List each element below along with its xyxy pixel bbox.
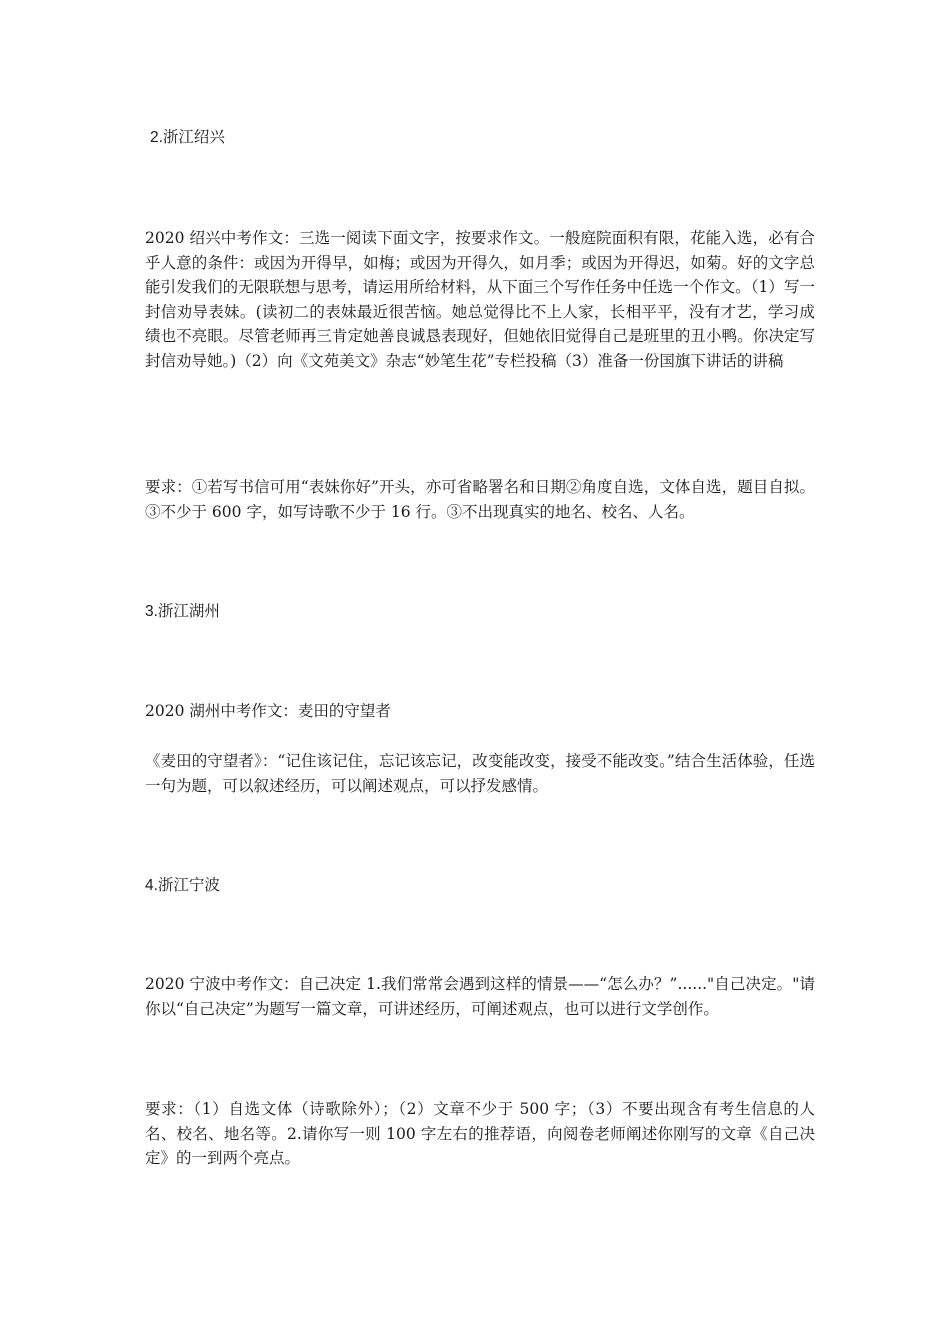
paragraph-huzhou-title: 2020 湖州中考作文：麦田的守望者: [145, 702, 391, 720]
section-heading-ningbo: 4.浙江宁波: [145, 877, 220, 894]
section-heading-shaoxing: 2.浙江绍兴: [150, 129, 225, 146]
paragraph-ningbo-requirements: 要求：（1）自选文体（诗歌除外）；（2）文章不少于 500 字；（3）不要出现含有考生信息的人名、校名、地名等。2.请你写一则 100 字左右的推荐语，向阅卷老师阐述你刚写的文章《自己决定》的一到两个亮点。: [145, 1100, 815, 1167]
paragraph-ningbo-prompt: 2020 宁波中考作文：自己决定 1.我们常常会遇到这样的情景——“怎么办？”......"自己决定。"请你以“自己决定”为题写一篇文章，可讲述经历，可阐述观点，也可以进行文学创作。: [145, 975, 815, 1018]
paragraph-shaoxing-requirements: 要求：①若写书信可用“表妹你好”开头，亦可省略署名和日期②角度自选，文体自选，题目自拟。③不少于 600 字，如写诗歌不少于 16 行。③不出现真实的地名、校名、人名。: [145, 478, 815, 521]
paragraph-shaoxing-prompt: 2020 绍兴中考作文：三选一阅读下面文字，按要求作文。一般庭院面积有限，花能入选，必有合乎人意的条件：或因为开得早，如梅；或因为开得久，如月季；或因为开得迟，如菊。好的文字总能引发我们的无限联想与思考，请运用所给材料，从下面三个写作任务中任选一个作文。（1）写一封信劝导表妹。(读初二的表妹最近很苦恼。她总觉得比不上人家，长相平平，没有才艺，学习成绩也不亮眼。尽管老师再三肯定她善良诚恳表现好，但她依旧觉得自己是班里的丑小鸭。你决定写封信劝导她。)（2）向《文苑美文》杂志“妙笔生花”专栏投稿（3）准备一份国旗下讲话的讲稿: [145, 229, 815, 370]
paragraph-huzhou-prompt: 《麦田的守望者》：“记住该记住，忘记该忘记，改变能改变，接受不能改变。”结合生活体验，任选一句为题，可以叙述经历，可以阐述观点，可以抒发感情。: [145, 752, 815, 795]
section-heading-huzhou: 3.浙江湖州: [145, 603, 220, 620]
